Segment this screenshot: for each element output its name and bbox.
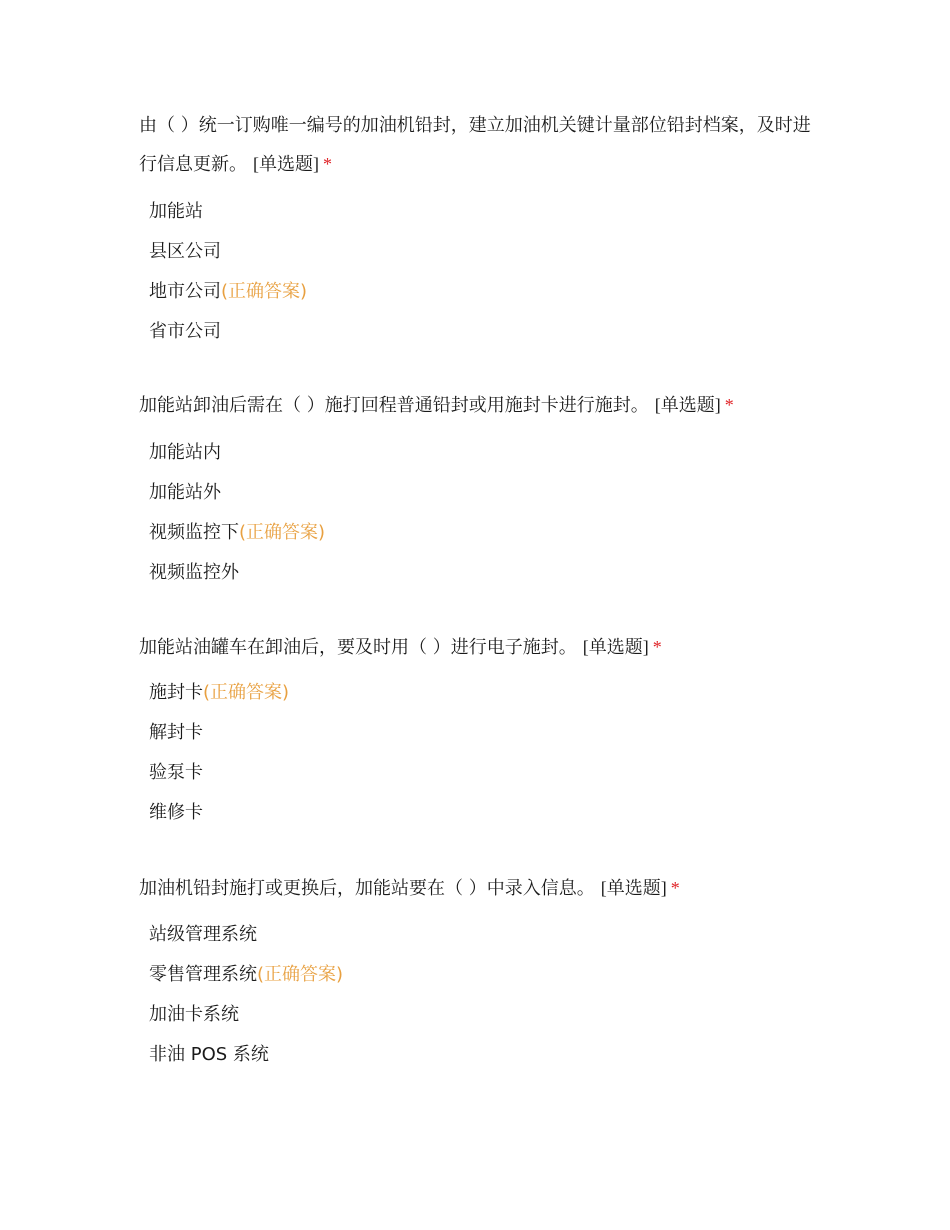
option-label: 验泵卡 — [149, 762, 203, 783]
question-type-label: [单选题] — [582, 637, 649, 657]
question-2 — [139, 386, 819, 593]
option-label: 站级管理系统 — [149, 924, 257, 945]
question-text: 由（ ）统一订购唯一编号的加油机铅封，建立加油机关键计量部位铅封档案，及时进行信息更新。 — [139, 115, 811, 175]
question-title — [139, 107, 819, 184]
option-label: 加能站 — [149, 201, 203, 222]
option[interactable] — [139, 793, 819, 833]
option-label: 施封卡 — [149, 682, 203, 703]
option[interactable] — [139, 473, 819, 513]
option-label: 解封卡 — [149, 722, 203, 743]
option[interactable] — [139, 955, 819, 995]
option[interactable] — [139, 553, 819, 593]
question-title — [139, 628, 819, 667]
option[interactable] — [139, 1035, 819, 1075]
option-label: 加能站外 — [149, 482, 221, 503]
option[interactable] — [139, 673, 819, 713]
question-type-label: [单选题] — [654, 395, 721, 415]
question-text: 加油机铅封施打或更换后，加能站要在（ ）中录入信息。 — [139, 878, 595, 899]
question-3 — [139, 628, 819, 833]
correct-answer-mark: (正确答案) — [221, 281, 308, 302]
option-label: 视频监控外 — [149, 562, 239, 583]
option[interactable] — [139, 753, 819, 793]
option[interactable] — [139, 713, 819, 753]
option-label: 加油卡系统 — [149, 1004, 239, 1025]
option-label: 加能站内 — [149, 442, 221, 463]
correct-answer-mark: (正确答案) — [257, 964, 344, 985]
option-label: 视频监控下 — [149, 522, 239, 543]
question-title — [139, 869, 819, 908]
option-list — [139, 915, 819, 1075]
option[interactable] — [139, 232, 819, 272]
correct-answer-mark: (正确答案) — [203, 682, 290, 703]
required-mark: * — [323, 154, 332, 174]
question-type-label: [单选题] — [600, 878, 667, 898]
option-list — [139, 673, 819, 833]
option-list — [139, 192, 819, 352]
question-4 — [139, 869, 819, 1075]
option[interactable] — [139, 433, 819, 473]
option[interactable] — [139, 513, 819, 553]
required-mark: * — [670, 878, 680, 898]
option[interactable] — [139, 915, 819, 955]
option-list — [139, 433, 819, 593]
question-text: 加能站卸油后需在（ ）施打回程普通铅封或用施封卡进行施封。 — [139, 395, 649, 416]
option-label: 地市公司 — [149, 281, 221, 302]
option[interactable] — [139, 272, 819, 312]
question-1 — [139, 107, 819, 352]
question-title — [139, 386, 819, 425]
correct-answer-mark: (正确答案) — [239, 522, 326, 543]
option-label: 非油 POS 系统 — [149, 1044, 269, 1065]
question-text: 加能站油罐车在卸油后，要及时用（ ）进行电子施封。 — [139, 637, 577, 658]
option[interactable] — [139, 192, 819, 232]
required-mark: * — [724, 395, 734, 415]
option[interactable] — [139, 995, 819, 1035]
option-label: 零售管理系统 — [149, 964, 257, 985]
required-mark: * — [652, 637, 662, 657]
option[interactable] — [139, 312, 819, 352]
option-label: 县区公司 — [149, 241, 221, 262]
option-label: 维修卡 — [149, 802, 203, 823]
question-type-label: [单选题] — [253, 154, 319, 174]
option-label: 省市公司 — [149, 321, 221, 342]
